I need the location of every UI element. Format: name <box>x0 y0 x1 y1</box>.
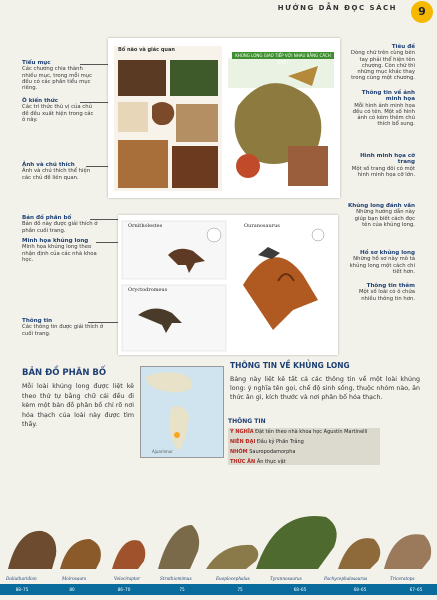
spread1-right-page <box>228 46 334 191</box>
dino-name-ouranosaurus: Ouranosaurus <box>244 223 280 229</box>
annotation-body: Các thông tin được giải thích ở cuối trang. <box>22 324 104 337</box>
timeline-years: 75 <box>237 587 243 592</box>
timeline-name: Pachycephalosaurus <box>324 576 368 581</box>
annotation-tieu-de <box>345 44 415 82</box>
annotation-anh-chu-thich <box>22 162 100 181</box>
annotation-body: Mỗi hình ảnh minh họa đều có tên. Một số hình ảnh có kèm thêm chú thích bổ sung. <box>352 102 415 128</box>
annotation-body: Các tri thức thú vị của chủ đề đều xuất hiện trong các ô này. <box>22 104 94 123</box>
timeline-name: Euoplocephalus <box>216 576 250 581</box>
annotation-ban-do <box>22 215 104 234</box>
map-legend: Ajuarinnur <box>152 449 173 454</box>
annotation-body: Ảnh và chú thích thể hiện các chủ đề liên quan. <box>22 168 91 181</box>
annotation-title: Bản đồ phân bố <box>22 215 72 221</box>
annotation-hinh-co-trang <box>345 153 415 178</box>
page-number-badge: 9 <box>411 1 433 23</box>
world-map-graphic <box>141 367 223 457</box>
header-title: HƯỚNG DẪN ĐỌC SÁCH <box>277 4 397 12</box>
dino-name-oryctodromeus: Oryctodromeus <box>128 287 168 293</box>
annotation-body: Minh họa khủng long theo nhận định của các nhà khoa học. <box>22 244 97 263</box>
page-header <box>0 0 437 24</box>
spread1-left-title: Bổ não và giác quan <box>118 47 175 53</box>
annotation-body: Những hồ sơ này mô tả khủng long một cách chi tiết hơn. <box>349 256 415 275</box>
annotation-title: Thông tin thêm <box>366 283 415 289</box>
annotation-danh-van <box>345 203 415 228</box>
annotation-thong-tin-anh <box>345 90 415 128</box>
annotation-body: Một số trang đôi có một hình minh họa cỡ lớn. <box>351 165 415 178</box>
timeline-years: 75 <box>179 587 185 592</box>
timeline-name: Velociraptor <box>114 576 141 581</box>
timeline-years: 80 <box>69 587 75 592</box>
info-row: NHÓM Sauropodamorpha <box>228 448 380 459</box>
annotation-thong-tin-them <box>345 283 415 302</box>
annotation-title: Tiêu đề <box>391 44 415 50</box>
timeline-years: 68–65 <box>293 587 307 592</box>
annotation-title: Thông tin <box>22 318 53 324</box>
sample-spread-2 <box>118 215 338 355</box>
timeline-illustrations <box>0 465 437 585</box>
annotation-title: Khủng long đánh vần <box>347 203 415 209</box>
annotation-body: Dòng chữ trên cùng bên tay phải thể hiện tên chương. Còn chữ thì những mục khác thay trong cùng một chương. <box>350 50 415 82</box>
annotation-body: Bản đồ này được giải thích ở phần cuối trang. <box>22 221 98 234</box>
timeline-years: 86–70 <box>117 587 131 592</box>
annotation-title: Hình minh họa cỡ trang <box>360 153 415 166</box>
annotation-minh-hoa <box>22 238 104 263</box>
spread2-illustrations <box>118 215 338 355</box>
info-row: THỨC ĂN Ăn thực vật <box>228 458 380 469</box>
timeline-name: Tyrannosaurus <box>270 576 302 581</box>
sample-spread-1 <box>108 38 340 198</box>
timeline-name: Daliutharidion <box>6 576 37 581</box>
info-row: NIÊN ĐẠI Đầu kỷ Phấn Trắng <box>228 438 380 449</box>
annotation-title: Ô kiến thức <box>22 98 59 104</box>
timeline-years: 68–65 <box>353 587 367 592</box>
annotation-body: Những hướng dẫn này giúp bạn biết cách đọc tên của khủng long. <box>354 209 415 228</box>
info-row: Ý NGHĨA Đặt tên theo nhà khoa học Agustín Martinelli <box>228 428 380 439</box>
timeline-years: 67–65 <box>409 587 423 592</box>
distribution-map <box>140 366 224 458</box>
annotation-ho-so <box>345 250 415 275</box>
annotation-title: Hồ sơ khủng long <box>360 250 415 256</box>
timeline-years: 88–75 <box>15 587 29 592</box>
dino-name-ornitholestes: Ornitholestes <box>128 223 163 229</box>
info-heading: THÔNG TIN VỀ KHỦNG LONG <box>230 361 350 370</box>
info-description: Bảng này liệt kê tất cả các thông tin về một loài khủng long: ý nghĩa tên gọi, chế độ sinh sống, thuộc nhóm nào, ăn thức ăn gì, kích thước và nơi phân bố hóa thạch. <box>230 376 420 401</box>
annotation-title: Thông tin về ảnh minh họa <box>361 90 415 103</box>
map-heading: BẢN ĐỒ PHÂN BỐ <box>22 368 107 378</box>
spread1-right-title: KHỦNG LONG GIAO TIẾP VỚI NHAU BẰNG CÁCH NÀO? <box>232 52 334 59</box>
timeline-name: Struthiomimus <box>160 576 192 581</box>
dinosaur-timeline <box>0 465 437 600</box>
map-description: Mỗi loài khủng long được liệt kê theo thứ tự bằng chữ cái đều đi kèm một bản đồ phân bố chỉ rõ nơi hóa thạch của loài này được tìm thấy. <box>22 383 134 429</box>
annotation-title: Tiểu mục <box>22 60 51 66</box>
timeline-name: Triceratops <box>390 576 415 581</box>
annotation-body: Các chương chia thành nhiều mục, trong mỗi mục đều có các phần tiểu mục riêng. <box>22 66 93 92</box>
spread1-left-page <box>114 46 222 191</box>
annotation-title: Minh họa khủng long <box>22 238 89 244</box>
annotation-thong-tin <box>22 318 104 337</box>
timeline-name: Moirosaurs <box>62 576 87 581</box>
annotation-title: Ảnh và chú thích <box>22 162 75 168</box>
info-card-heading: THÔNG TIN <box>228 418 266 425</box>
annotation-body: Một số loài có ô chứa nhiều thông tin hơn. <box>358 289 415 302</box>
